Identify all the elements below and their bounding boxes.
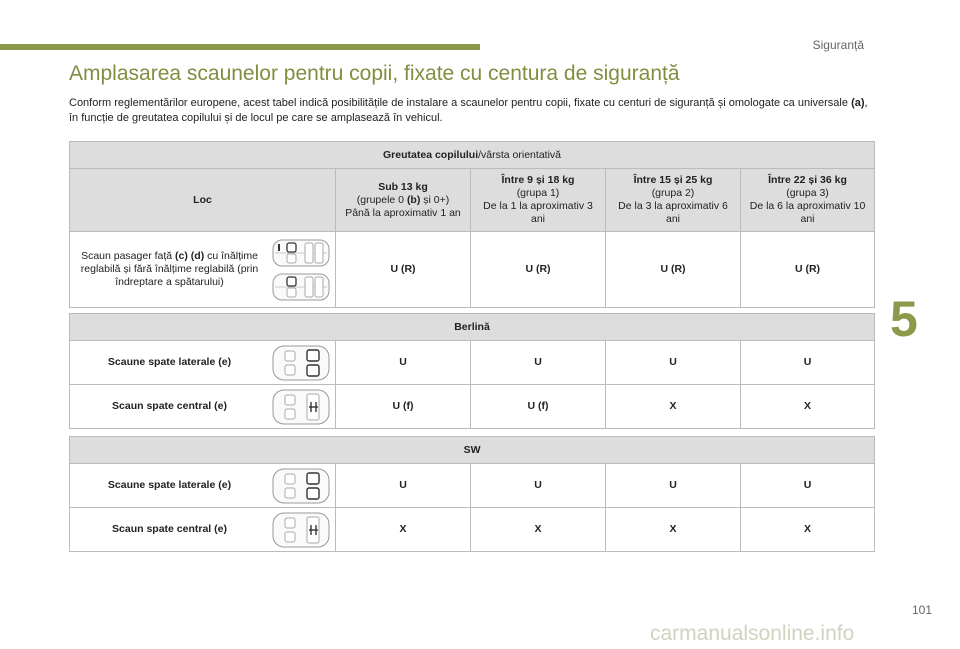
value-cell: U [741,464,875,508]
value-cell: X [606,385,741,429]
value-cell: U (R) [471,232,606,308]
weight-header-bold: Greutatea copilului [383,148,479,161]
value-cell: U [606,464,741,508]
col-age: De la 3 la aproximativ 6 ani [618,200,728,225]
value-cell: X [741,385,875,429]
col-group-bold: (b) [406,193,421,206]
seat-cell [70,385,336,429]
col-group: (grupele 0 [356,193,407,206]
seat-cell [70,464,336,508]
col-header-2 [471,169,606,232]
seat-label: Scaun spate central (e) [112,400,227,412]
page-title: Amplasarea scaunelor pentru copii, fixate cu centura de siguranță [69,62,680,85]
section-title: Siguranță [812,38,864,52]
col-header-3 [606,169,741,232]
col-weight: Sub 13 kg [378,180,428,193]
intro-text-1: Conform reglementărilor europene, acest tabel indică posibilitățile de instalare a scaunelor pentru copii, fixate cu centuri de siguranță și omologate ca universale [69,97,852,109]
top-accent-bar [0,44,480,50]
col-group: (grupa 2) [651,187,695,199]
seat-cell [70,508,336,552]
front-seat-car-icon-alt [271,272,331,302]
col-weight: Între 22 și 36 kg [768,174,847,186]
front-label-bold: (c) (d) [175,250,205,262]
front-label-text: Scaun pasager față [81,250,176,262]
weight-header [70,142,875,169]
loc-header: Loc [70,169,336,232]
col-weight: Între 15 și 25 kg [633,174,713,186]
value-cell: U (R) [741,232,875,308]
page-number: 101 [912,603,933,617]
value-cell: U [741,341,875,385]
sedan-table [69,313,875,429]
intro-text-2: , în funcție de greutatea copilului și de locul pe care se amplasează în vehicul. [69,97,868,124]
sw-title: SW [70,437,875,464]
intro-text-bold: (a) [851,97,865,109]
col-group: (grupa 1) [516,187,560,199]
front-seat-cell [70,232,336,308]
seat-cell [70,341,336,385]
col-age: De la 1 la aproximativ 3 ani [483,200,593,225]
seat-label: Scaune spate laterale (e) [107,356,232,368]
sw-table [69,436,875,552]
weight-header-rest: /vârsta orientativă [478,148,561,161]
value-cell: U [471,341,606,385]
col-weight: Între 9 și 18 kg [501,174,575,186]
seat-label: Scaun spate central (e) [112,523,227,535]
rear-outer-seat-car-icon [271,467,331,505]
intro-paragraph [69,96,879,126]
front-label-text-2: cu înălțime reglabilă și fără înălțime reglabilă (prin îndreptare a spătarului) [80,250,259,288]
value-cell: U (f) [471,385,606,429]
value-cell: U (R) [336,232,471,308]
rear-outer-seat-car-icon [271,344,331,382]
watermark: carmanualsonline.info [650,622,855,645]
col-age: De la 6 la aproximativ 10 ani [749,200,866,225]
col-header-1 [336,169,471,232]
col-header-4 [741,169,875,232]
value-cell: U (f) [336,385,471,429]
col-group-end: și 0+) [420,193,450,206]
rear-center-seat-car-icon [271,388,331,426]
value-cell: X [471,508,606,552]
col-age: Până la aproximativ 1 an [345,206,461,219]
col-group: (grupa 3) [786,187,829,199]
chapter-number: 5 [890,291,918,347]
value-cell: U (R) [606,232,741,308]
value-cell: U [336,464,471,508]
sedan-title: Berlină [70,314,875,341]
value-cell: U [336,341,471,385]
front-seat-car-icon [271,238,331,268]
value-cell: U [471,464,606,508]
front-seat-label [74,250,271,289]
weight-table [69,141,875,308]
rear-center-seat-car-icon [271,511,331,549]
value-cell: X [336,508,471,552]
value-cell: X [606,508,741,552]
value-cell: U [606,341,741,385]
value-cell: X [741,508,875,552]
seat-label: Scaune spate laterale (e) [107,479,232,491]
